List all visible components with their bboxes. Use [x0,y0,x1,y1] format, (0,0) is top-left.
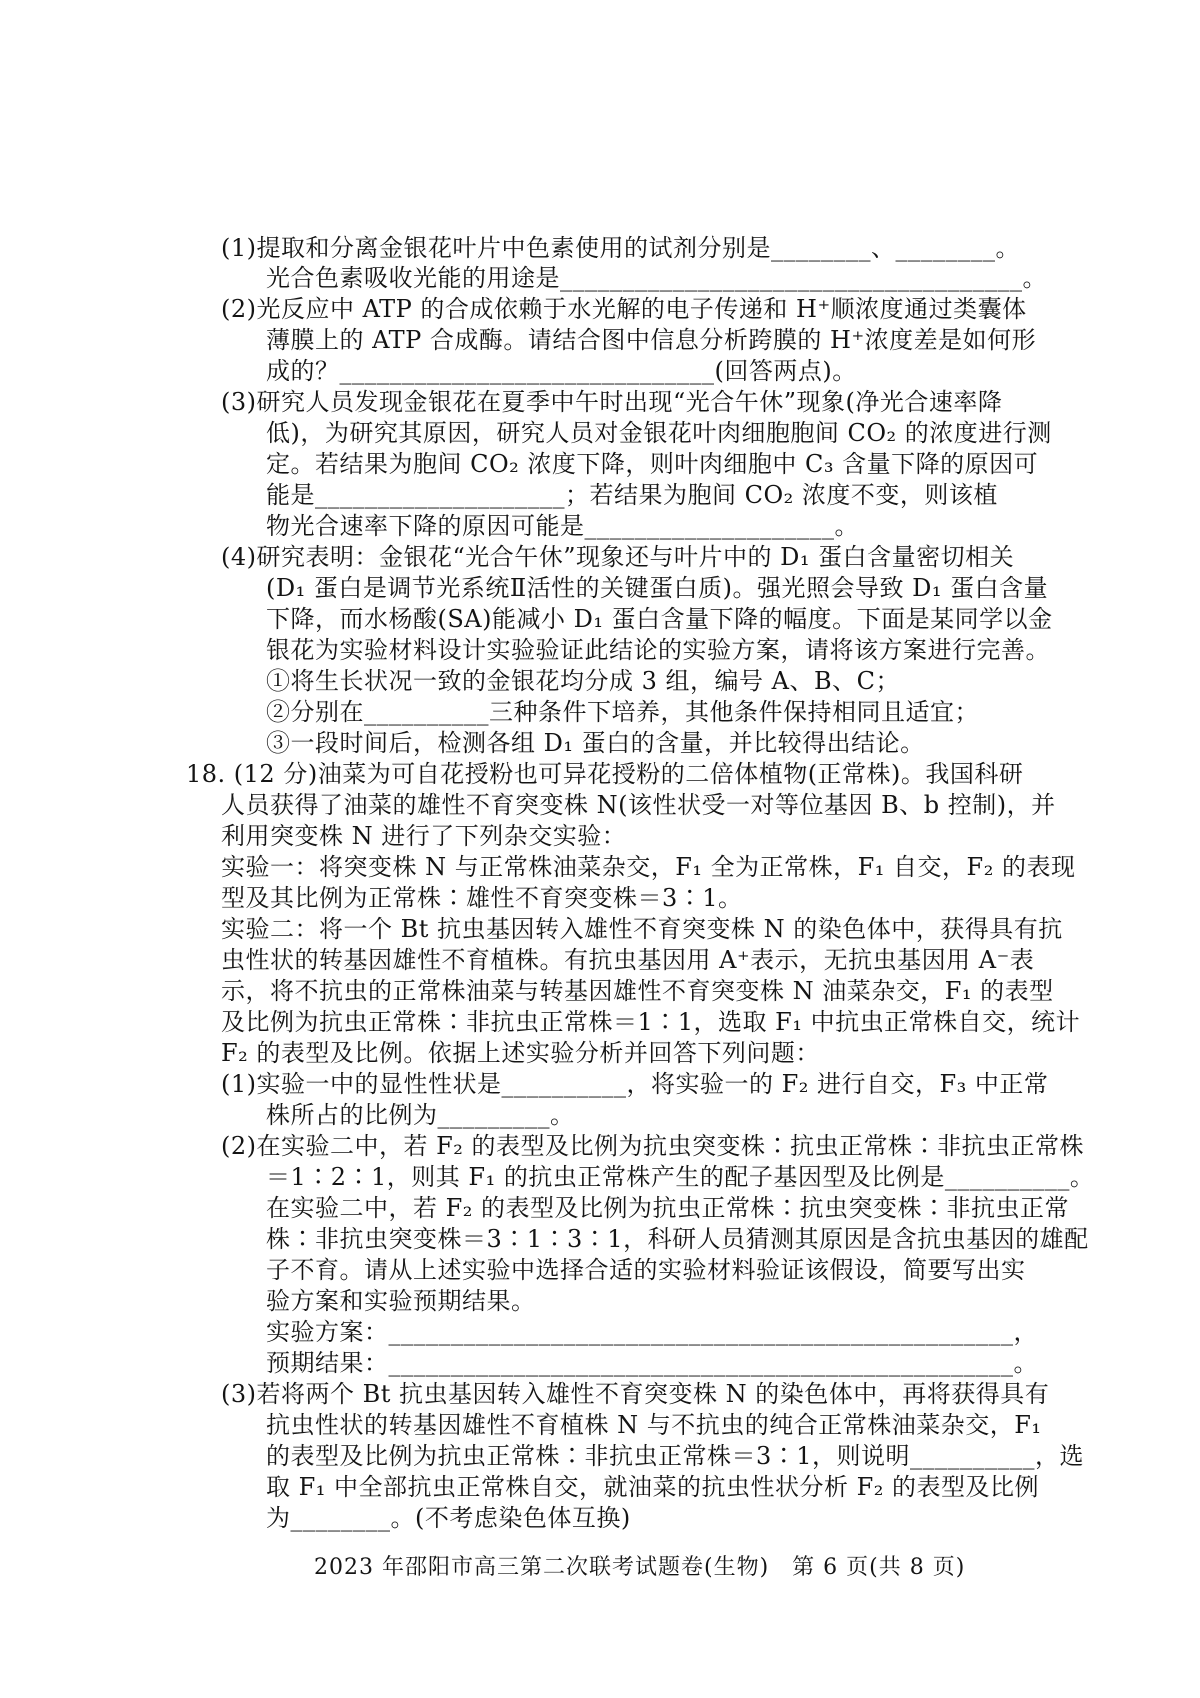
q-line: 实验二：将一个 Bt 抗虫基因转入雄性不育突变株 N 的染色体中，获得具有抗 [221,915,1063,943]
q-line: ＝1∶2∶1，则其 F₁ 的抗虫正常株产生的配子基因型及比例是__________。 [266,1163,1095,1191]
q-line: 在实验二中，若 F₂ 的表型及比例为抗虫正常株∶抗虫突变株∶非抗虫正常 [266,1194,1070,1222]
q-line: 薄膜上的 ATP 合成酶。请结合图中信息分析跨膜的 H⁺浓度差是如何形 [266,326,1037,354]
q-line: (2)在实验二中，若 F₂ 的表型及比例为抗虫突变株∶抗虫正常株∶非抗虫正常株 [221,1132,1085,1160]
q-line: 抗虫性状的转基因雄性不育植株 N 与不抗虫的纯合正常株油菜杂交，F₁ [266,1411,1042,1439]
q-line: 光合色素吸收光能的用途是_____________________________________。 [266,264,1047,292]
q18-header: 18. (12 分)油菜为可自花授粉也可异花授粉的二倍体植物(正常株)。我国科研 [186,760,1024,788]
q-line: 虫性状的转基因雄性不育植株。有抗虫基因用 A⁺表示，无抗虫基因用 A⁻表 [221,946,1035,974]
q-line: 取 F₁ 中全部抗虫正常株自交，就油菜的抗虫性状分析 F₂ 的表型及比例 [266,1473,1040,1501]
q-line: F₂ 的表型及比例。依据上述实验分析并回答下列问题： [221,1039,820,1067]
q-line: 型及其比例为正常株∶雄性不育突变株＝3∶1。 [221,884,743,912]
q-line: 子不育。请从上述实验中选择合适的实验材料验证该假设，简要写出实 [266,1256,1026,1284]
q-line: 为________。(不考虑染色体互换) [266,1504,631,1532]
q-line: (3)若将两个 Bt 抗虫基因转入雄性不育突变株 N 的染色体中，再将获得具有 [221,1380,1050,1408]
q-line: (D₁ 蛋白是调节光系统Ⅱ活性的关键蛋白质)。强光照会导致 D₁ 蛋白含量 [266,574,1049,602]
q-line: (4)研究表明：金银花“光合午休”现象还与叶片中的 D₁ 蛋白含量密切相关 [221,543,1015,571]
q-line: (1)提取和分离金银花叶片中色素使用的试剂分别是________、________。 [221,234,1020,262]
q-line: ③一段时间后，检测各组 D₁ 蛋白的含量，并比较得出结论。 [266,729,925,757]
q-line: 实验一：将突变株 N 与正常株油菜杂交，F₁ 全为正常株，F₁ 自交，F₂ 的表现 [221,853,1076,881]
q-line: 成的？______________________________(回答两点)。 [266,357,857,385]
q-line: (3)研究人员发现金银花在夏季中午时出现“光合午休”现象(净光合速率降 [221,388,1003,416]
q-line: 及比例为抗虫正常株∶非抗虫正常株＝1∶1，选取 F₁ 中抗虫正常株自交，统计 [221,1008,1081,1036]
q-line: 低)，为研究其原因，研究人员对金银花叶肉细胞胞间 CO₂ 的浓度进行测 [266,419,1052,447]
q-line: 人员获得了油菜的雄性不育突变株 N(该性状受一对等位基因 B、b 控制)，并 [221,791,1056,819]
q-line: (2)光反应中 ATP 的合成依赖于水光解的电子传递和 H⁺顺浓度通过类囊体 [221,295,1027,323]
q-line: 验方案和实验预期结果。 [266,1287,536,1315]
q-line: 银花为实验材料设计实验验证此结论的实验方案，请将该方案进行完善。 [266,636,1050,664]
q-line: 定。若结果为胞间 CO₂ 浓度下降，则叶肉细胞中 C₃ 含量下降的原因可 [266,450,1039,478]
answer-line-result: 预期结果：__________________________________________________。 [266,1349,1038,1377]
q-line: ②分别在__________三种条件下培养，其他条件保持相同且适宜； [266,698,979,726]
q-line: ①将生长状况一致的金银花均分成 3 组，编号 A、B、C； [266,667,900,695]
q-line: 下降，而水杨酸(SA)能减小 D₁ 蛋白含量下降的幅度。下面是某同学以金 [266,605,1053,633]
q-line: (1)实验一中的显性性状是__________，将实验一的 F₂ 进行自交，F₃ 中正常 [221,1070,1049,1098]
q-line: 示，将不抗虫的正常株油菜与转基因雄性不育突变株 N 油菜杂交，F₁ 的表型 [221,977,1054,1005]
q-line: 株所占的比例为_________。 [266,1101,575,1129]
q-line: 利用突变株 N 进行了下列杂交实验： [221,822,627,850]
page-footer: 2023 年邵阳市高三第二次联考试题卷(生物) 第 6 页(共 8 页) [314,1555,966,1580]
q-line: 物光合速率下降的原因可能是____________________。 [266,512,859,540]
q-line: 株∶非抗虫突变株＝3∶1∶3∶1，科研人员猜测其原因是含抗虫基因的雄配 [266,1225,1089,1253]
answer-line-plan: 实验方案：__________________________________________________， [266,1318,1038,1346]
q-line: 的表型及比例为抗虫正常株∶非抗虫正常株＝3∶1，则说明__________，选 [266,1442,1085,1470]
q-line: 能是____________________；若结果为胞间 CO₂ 浓度不变，则该植 [266,481,998,509]
